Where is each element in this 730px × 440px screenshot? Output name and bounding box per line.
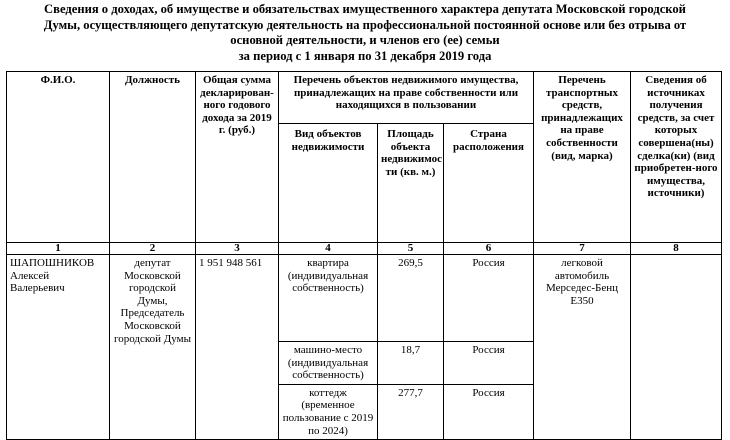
realty-area: 18,7 xyxy=(378,342,444,385)
header-fio: Ф.И.О. xyxy=(7,72,110,243)
header-realty-country: Страна расположения xyxy=(444,124,534,243)
header-income: Общая сумма декларирован-ного годового дохода за 2019 г. (руб.) xyxy=(196,72,279,243)
realty-country: Россия xyxy=(444,255,534,342)
title-line-4: за период с 1 января по 31 декабря 2019 года xyxy=(238,48,492,63)
person-name: ШАПОШНИКОВ Алексей Валерьевич xyxy=(7,255,110,440)
header-sources: Сведения об источниках получения средств, за счет которых совершена(ны) сделка(ки) (вид приобретен-ного имущества, источники) xyxy=(631,72,722,243)
column-number: 1 xyxy=(7,243,110,255)
realty-country: Россия xyxy=(444,384,534,439)
realty-country: Россия xyxy=(444,342,534,385)
header-realty-group: Перечень объектов недвижимого имущества, принадлежащих на праве собственности или находящихся в пользовании xyxy=(279,72,534,124)
column-number: 8 xyxy=(631,243,722,255)
declaration-table xyxy=(6,71,722,440)
person-sources xyxy=(631,255,722,440)
realty-type: машино-место (индивидуальная собственность) xyxy=(279,342,378,385)
title-line-3: основной деятельности, и членов его (ее) семьи xyxy=(230,33,500,48)
column-number: 3 xyxy=(196,243,279,255)
person-income: 1 951 948 561 xyxy=(196,255,279,440)
table-row xyxy=(7,255,722,342)
header-realty-area: Площадь объекта недвижимос ти (кв. м.) xyxy=(378,124,444,243)
column-number: 4 xyxy=(279,243,378,255)
person-position: депутат Московской городской Думы, Председатель Московской городской Думы xyxy=(110,255,196,440)
column-number: 5 xyxy=(378,243,444,255)
realty-type: квартира (индивидуальная собственность) xyxy=(279,255,378,342)
realty-area: 269,5 xyxy=(378,255,444,342)
header-vehicles: Перечень транспортных средств, принадлежащих на праве собственности (вид, марка) xyxy=(534,72,631,243)
realty-type: коттедж (временное пользование с 2019 по 2024) xyxy=(279,384,378,439)
header-realty-type: Вид объектов недвижимости xyxy=(279,124,378,243)
column-number: 2 xyxy=(110,243,196,255)
column-numbers-row xyxy=(7,243,722,255)
document-title xyxy=(0,2,730,64)
realty-area: 277,7 xyxy=(378,384,444,439)
title-line-2: Думы, осуществляющего депутатскую деятельность на профессиональной постоянной основе или без отрыва от xyxy=(43,17,687,32)
column-number: 6 xyxy=(444,243,534,255)
header-position: Должность xyxy=(110,72,196,243)
title-line-1: Сведения о доходах, об имуществе и обязательствах имущественного характера депутата Московской городской xyxy=(44,2,686,16)
person-vehicle: легковой автомобиль Мерседес-Бенц E350 xyxy=(534,255,631,440)
column-number: 7 xyxy=(534,243,631,255)
